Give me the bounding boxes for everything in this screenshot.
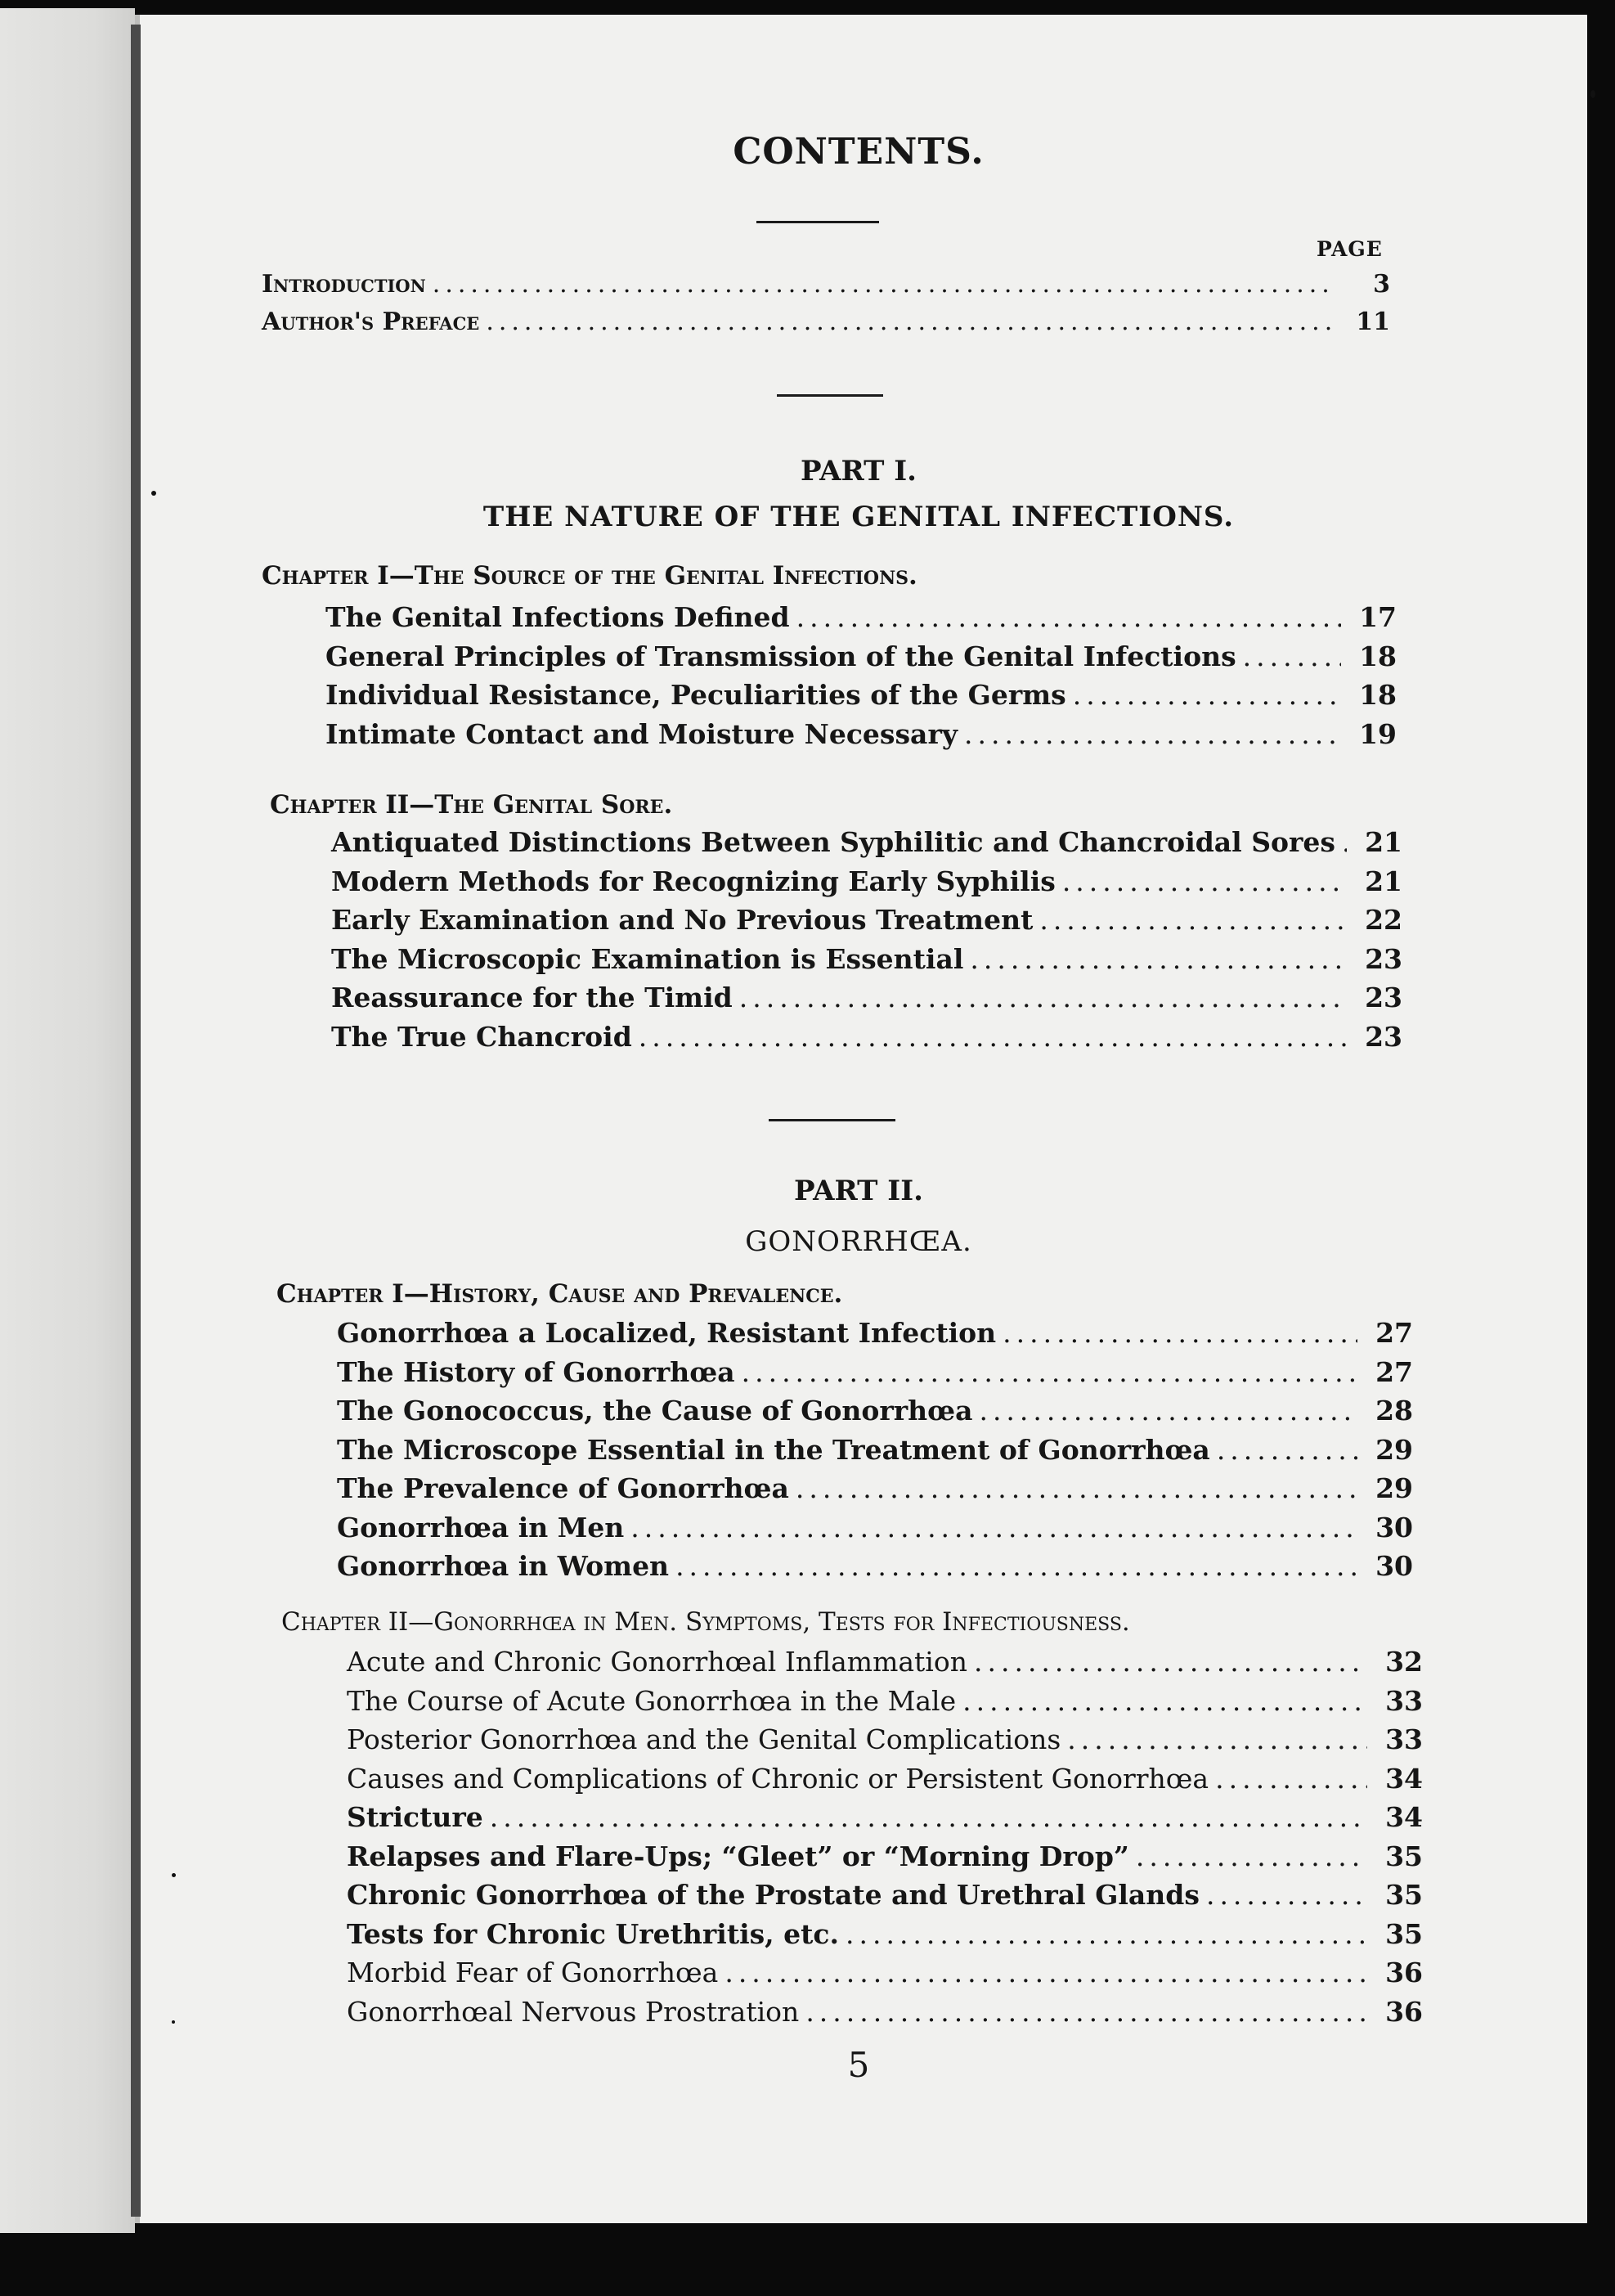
entry-page: 35	[1385, 1917, 1423, 1950]
entry-title: The Prevalence of Gonorrhœa	[337, 1472, 789, 1504]
dot-leader	[1073, 679, 1341, 711]
page-column-label: PAGE	[1317, 237, 1383, 261]
entry-page: 21	[1365, 826, 1402, 858]
entry-title: Causes and Complications of Chronic or Persistent Gonorrhœa	[347, 1762, 1209, 1795]
chapter-heading: Chapter II—The Genital Sore.	[270, 790, 673, 820]
entry-title: Stricture	[347, 1801, 483, 1833]
entry-page: 17	[1359, 601, 1397, 633]
dot-leader	[739, 982, 1347, 1013]
list-item	[337, 1395, 1413, 1434]
entry-title: Gonorrhœal Nervous Prostration	[347, 1995, 800, 2028]
entry-title: Tests for Chronic Urethritis, etc.	[347, 1917, 839, 1950]
part-title: THE NATURE OF THE GENITAL INFECTIONS.	[482, 501, 1235, 533]
entry-page: 18	[1359, 679, 1397, 711]
dot-leader	[433, 270, 1335, 299]
chapter-heading: Chapter I—The Source of the Genital Infections.	[262, 561, 917, 591]
dot-leader	[974, 1646, 1367, 1678]
list-item	[337, 1550, 1413, 1589]
section-rule	[777, 394, 883, 397]
list-item	[347, 1879, 1423, 1918]
entry-page: 18	[1359, 640, 1397, 672]
list-item	[347, 1918, 1423, 1957]
dot-leader	[1067, 1723, 1367, 1755]
dot-leader	[1215, 1763, 1367, 1795]
chapter-entries	[347, 1646, 1423, 2034]
entry-title: The Genital Infections Defined	[325, 601, 790, 633]
dot-leader	[486, 308, 1335, 336]
entry-page: 34	[1385, 1762, 1423, 1795]
list-item	[347, 1685, 1423, 1724]
scan-speck	[172, 1873, 176, 1877]
list-item	[325, 601, 1397, 640]
entry-page: 34	[1385, 1801, 1423, 1833]
entry-title: The Course of Acute Gonorrhœa in the Male	[347, 1684, 957, 1717]
entry-page: 22	[1365, 904, 1402, 936]
entry-page: 32	[1385, 1646, 1423, 1678]
entry-title: Gonorrhœa a Localized, Resistant Infection	[337, 1317, 997, 1349]
dot-leader	[639, 1021, 1347, 1053]
list-item	[262, 308, 1390, 345]
chapter-entries	[337, 1317, 1413, 1589]
list-item	[337, 1512, 1413, 1551]
dot-leader	[725, 1957, 1367, 1988]
dot-leader	[675, 1550, 1357, 1582]
list-item	[337, 1434, 1413, 1473]
entry-title: Intimate Contact and Moisture Necessary	[325, 717, 958, 750]
entry-title: Individual Resistance, Peculiarities of the Germs	[325, 679, 1066, 711]
dot-leader	[962, 1685, 1367, 1717]
entry-title: General Principles of Transmission of the Genital Infections	[325, 640, 1236, 672]
list-item	[325, 640, 1397, 680]
entry-page: 23	[1365, 982, 1402, 1013]
entry-page: 33	[1385, 1684, 1423, 1717]
list-item	[347, 1996, 1423, 2035]
entry-title: Morbid Fear of Gonorrhœa	[347, 1957, 719, 1988]
entry-page: 3	[1373, 270, 1390, 299]
list-item	[325, 679, 1397, 718]
dot-leader	[1342, 826, 1347, 858]
entry-title: Early Examination and No Previous Treatment	[331, 904, 1034, 936]
list-item	[331, 865, 1402, 905]
entry-page: 36	[1385, 1957, 1423, 1988]
dot-leader	[796, 1472, 1357, 1504]
chapter-heading: Chapter II—Gonorrhœa in Men. Symptoms, Tests for Infectiousness.	[281, 1607, 1130, 1637]
contents-heading: CONTENTS.	[733, 131, 985, 173]
entry-page: 11	[1356, 308, 1390, 336]
entry-title: Author's Preface	[262, 308, 480, 336]
list-item	[347, 1801, 1423, 1840]
dot-leader	[630, 1512, 1357, 1543]
list-item	[347, 1763, 1423, 1802]
list-item	[331, 943, 1402, 982]
dot-leader	[805, 1996, 1367, 2028]
entry-page: 28	[1375, 1395, 1413, 1427]
entry-page: 19	[1359, 717, 1397, 750]
list-item	[347, 1840, 1423, 1880]
list-item	[347, 1957, 1423, 1996]
heading-rule	[756, 221, 879, 223]
entry-page: 27	[1375, 1355, 1413, 1388]
scan-speck	[172, 2020, 175, 2024]
dot-leader	[1243, 640, 1341, 672]
entry-page: 21	[1365, 865, 1402, 897]
part-label: PART II.	[794, 1175, 923, 1207]
dot-leader	[742, 1356, 1357, 1388]
dot-leader	[964, 718, 1341, 750]
list-item	[331, 826, 1402, 865]
dot-leader	[1206, 1879, 1367, 1911]
list-item	[262, 270, 1390, 308]
dot-leader	[1217, 1434, 1357, 1466]
entry-page: 35	[1385, 1840, 1423, 1872]
dot-leader	[1062, 865, 1347, 897]
dot-leader	[796, 601, 1341, 633]
list-item	[347, 1723, 1423, 1763]
dot-leader	[1136, 1840, 1367, 1872]
scan-speck	[1590, 90, 1595, 98]
entry-title: The Microscope Essential in the Treatment of Gonorrhœa	[337, 1433, 1210, 1466]
section-rule	[769, 1119, 895, 1121]
entry-page: 35	[1385, 1879, 1423, 1911]
chapter-heading: Chapter I—History, Cause and Prevalence.	[276, 1279, 843, 1309]
entry-title: Chronic Gonorrhœa of the Prostate and Urethral Glands	[347, 1879, 1200, 1911]
entry-title: The True Chancroid	[331, 1020, 632, 1053]
entry-title: Relapses and Flare-Ups; “Gleet” or “Morning Drop”	[347, 1840, 1129, 1872]
entry-page: 33	[1385, 1723, 1423, 1755]
entry-title: Antiquated Distinctions Between Syphilitic and Chancroidal Sores	[331, 826, 1336, 858]
entry-title: The Gonococcus, the Cause of Gonorrhœa	[337, 1395, 973, 1427]
entry-page: 29	[1375, 1472, 1413, 1504]
entry-page: 27	[1375, 1317, 1413, 1349]
front-matter-list	[262, 270, 1390, 345]
chapter-entries	[325, 601, 1397, 757]
dot-leader	[979, 1395, 1357, 1427]
dot-leader	[970, 943, 1347, 975]
part-title: GONORRHŒA.	[745, 1225, 972, 1258]
list-item	[331, 904, 1402, 943]
entry-title: The Microscopic Examination is Essential	[331, 942, 964, 975]
dot-leader	[846, 1918, 1367, 1950]
entry-title: Reassurance for the Timid	[331, 982, 733, 1013]
entry-page: 30	[1375, 1550, 1413, 1582]
entry-title: Modern Methods for Recognizing Early Syphilis	[331, 865, 1056, 897]
entry-title: Gonorrhœa in Men	[337, 1511, 625, 1543]
entry-page: 23	[1365, 1020, 1402, 1053]
list-item	[347, 1646, 1423, 1685]
page-number: 5	[847, 2045, 870, 2085]
list-item	[337, 1317, 1413, 1356]
dot-leader	[1003, 1317, 1357, 1349]
entry-title: Posterior Gonorrhœa and the Genital Complications	[347, 1723, 1061, 1755]
list-item	[337, 1356, 1413, 1395]
list-item	[331, 982, 1402, 1021]
dot-leader	[1039, 904, 1347, 936]
list-item	[337, 1472, 1413, 1512]
scan-speck	[151, 491, 156, 496]
list-item	[325, 718, 1397, 757]
entry-title: Gonorrhœa in Women	[337, 1550, 670, 1582]
dot-leader	[490, 1801, 1367, 1833]
entry-page: 23	[1365, 942, 1402, 975]
entry-title: Acute and Chronic Gonorrhœal Inflammation	[347, 1646, 967, 1678]
entry-title: The History of Gonorrhœa	[337, 1355, 735, 1388]
chapter-entries	[331, 826, 1402, 1059]
entry-title: Introduction	[262, 270, 426, 299]
list-item	[331, 1021, 1402, 1060]
binding-shadow	[131, 25, 141, 2217]
facing-page-edge	[0, 8, 135, 2233]
entry-page: 30	[1375, 1511, 1413, 1543]
part-label: PART I.	[800, 455, 917, 488]
entry-page: 29	[1375, 1433, 1413, 1466]
entry-page: 36	[1385, 1995, 1423, 2028]
